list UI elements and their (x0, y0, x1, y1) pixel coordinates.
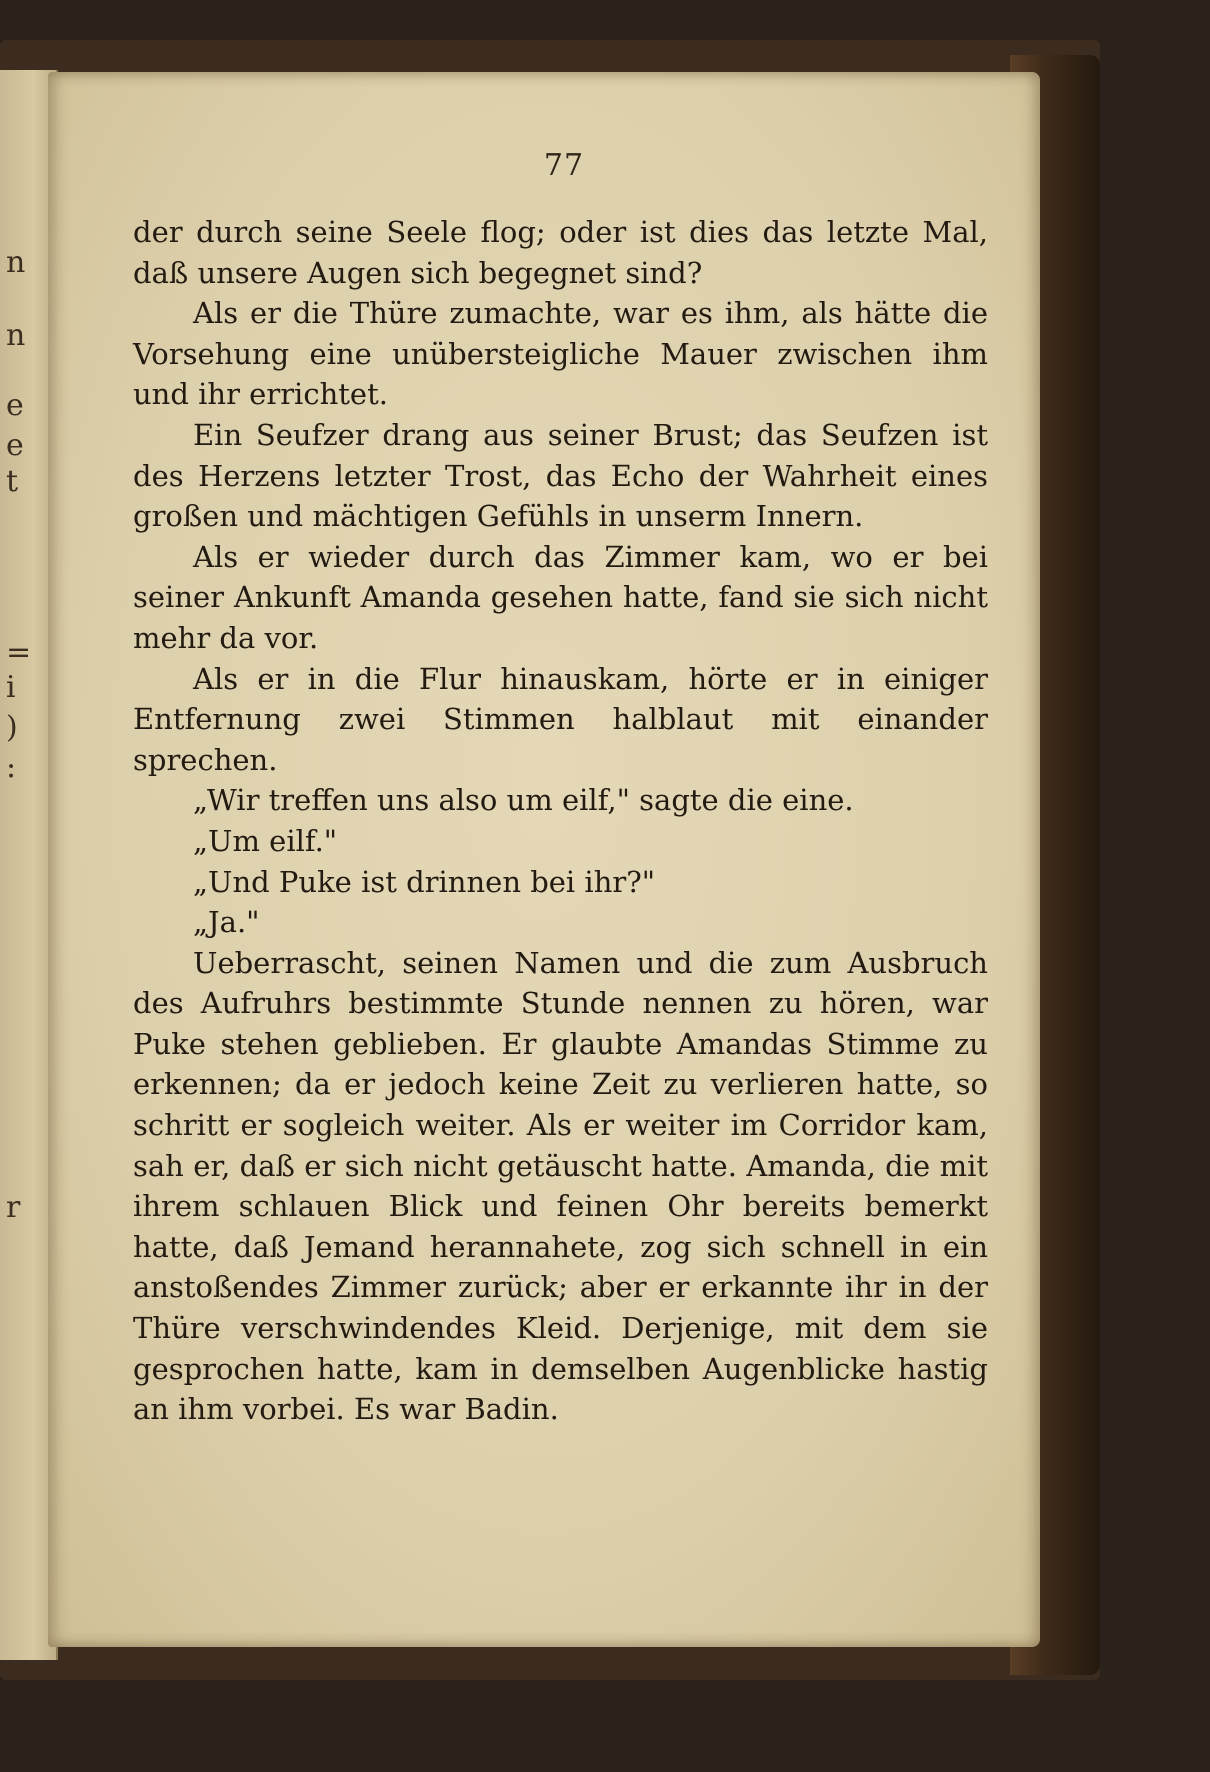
paragraph: Als er in die Flur hinauskam, hörte er in einiger Entfernung zwei Stimmen halblaut mit einander sprechen. (133, 661, 988, 777)
paragraph: der durch seine Seele flog; oder ist dies das letzte Mal, daß unsere Augen sich begegnet sind? (133, 215, 988, 290)
previous-page-fragment: : (6, 750, 17, 785)
dialogue-line: „Um eilf." (193, 823, 338, 858)
previous-page-fragment: ) (6, 710, 18, 745)
previous-page-fragment: = (6, 635, 32, 670)
paragraph: Als er die Thüre zumachte, war es ihm, als hätte die Vorsehung eine unübersteigliche Mauer zwischen ihm und ihr errichtet. (133, 296, 988, 412)
page-number: 77 (543, 148, 585, 183)
previous-page-fragment: n (6, 245, 26, 280)
dialogue-line: „Und Puke ist drinnen bei ihr?" (193, 864, 656, 899)
previous-page-fragment: e (6, 428, 24, 463)
previous-page-fragment: i (6, 670, 16, 705)
paragraph: Ein Seufzer drang aus seiner Brust; das Seufzen ist des Herzens letzter Trost, das Echo der Wahrheit eines großen und mächtigen Gefühls in unserm Innern. (133, 417, 988, 534)
page-text (133, 212, 988, 1430)
previous-page-fragment: e (6, 388, 24, 423)
dialogue-line: „Ja." (193, 905, 260, 940)
dialogue-line: „Wir treffen uns also um eilf," sagte die eine. (193, 783, 854, 818)
paragraph: Ueberrascht, seinen Namen und die zum Ausbruch des Aufruhrs bestimmte Stunde nennen zu hören, war Puke stehen geblieben. Er glaubte Amandas Stimme zu erkennen; da er jedoch keine Zeit zu verlieren hatte, so schritt er sogleich weiter. Als er weiter im Corridor kam, sah er, daß er sich nicht getäuscht hatte. Amanda, die mit ihrem schlauen Blick und feinen Ohr bereits bemerkt hatte, daß Jemand herannahete, zog sich schnell in ein anstoßendes Zimmer zurück; aber er erkannte ihr in der Thüre verschwindendes Kleid. Derjenige, mit dem sie gesprochen hatte, kam in demselben Augenblicke hastig an ihm vorbei. Es war Badin. (133, 945, 988, 1427)
previous-page-fragment: n (6, 318, 26, 353)
book-page (48, 72, 1040, 1647)
previous-page-fragment: r (6, 1190, 21, 1225)
paragraph: Als er wieder durch das Zimmer kam, wo er bei seiner Ankunft Amanda gesehen hatte, fand sie sich nicht mehr da vor. (133, 539, 988, 655)
previous-page-fragment: t (6, 464, 19, 499)
